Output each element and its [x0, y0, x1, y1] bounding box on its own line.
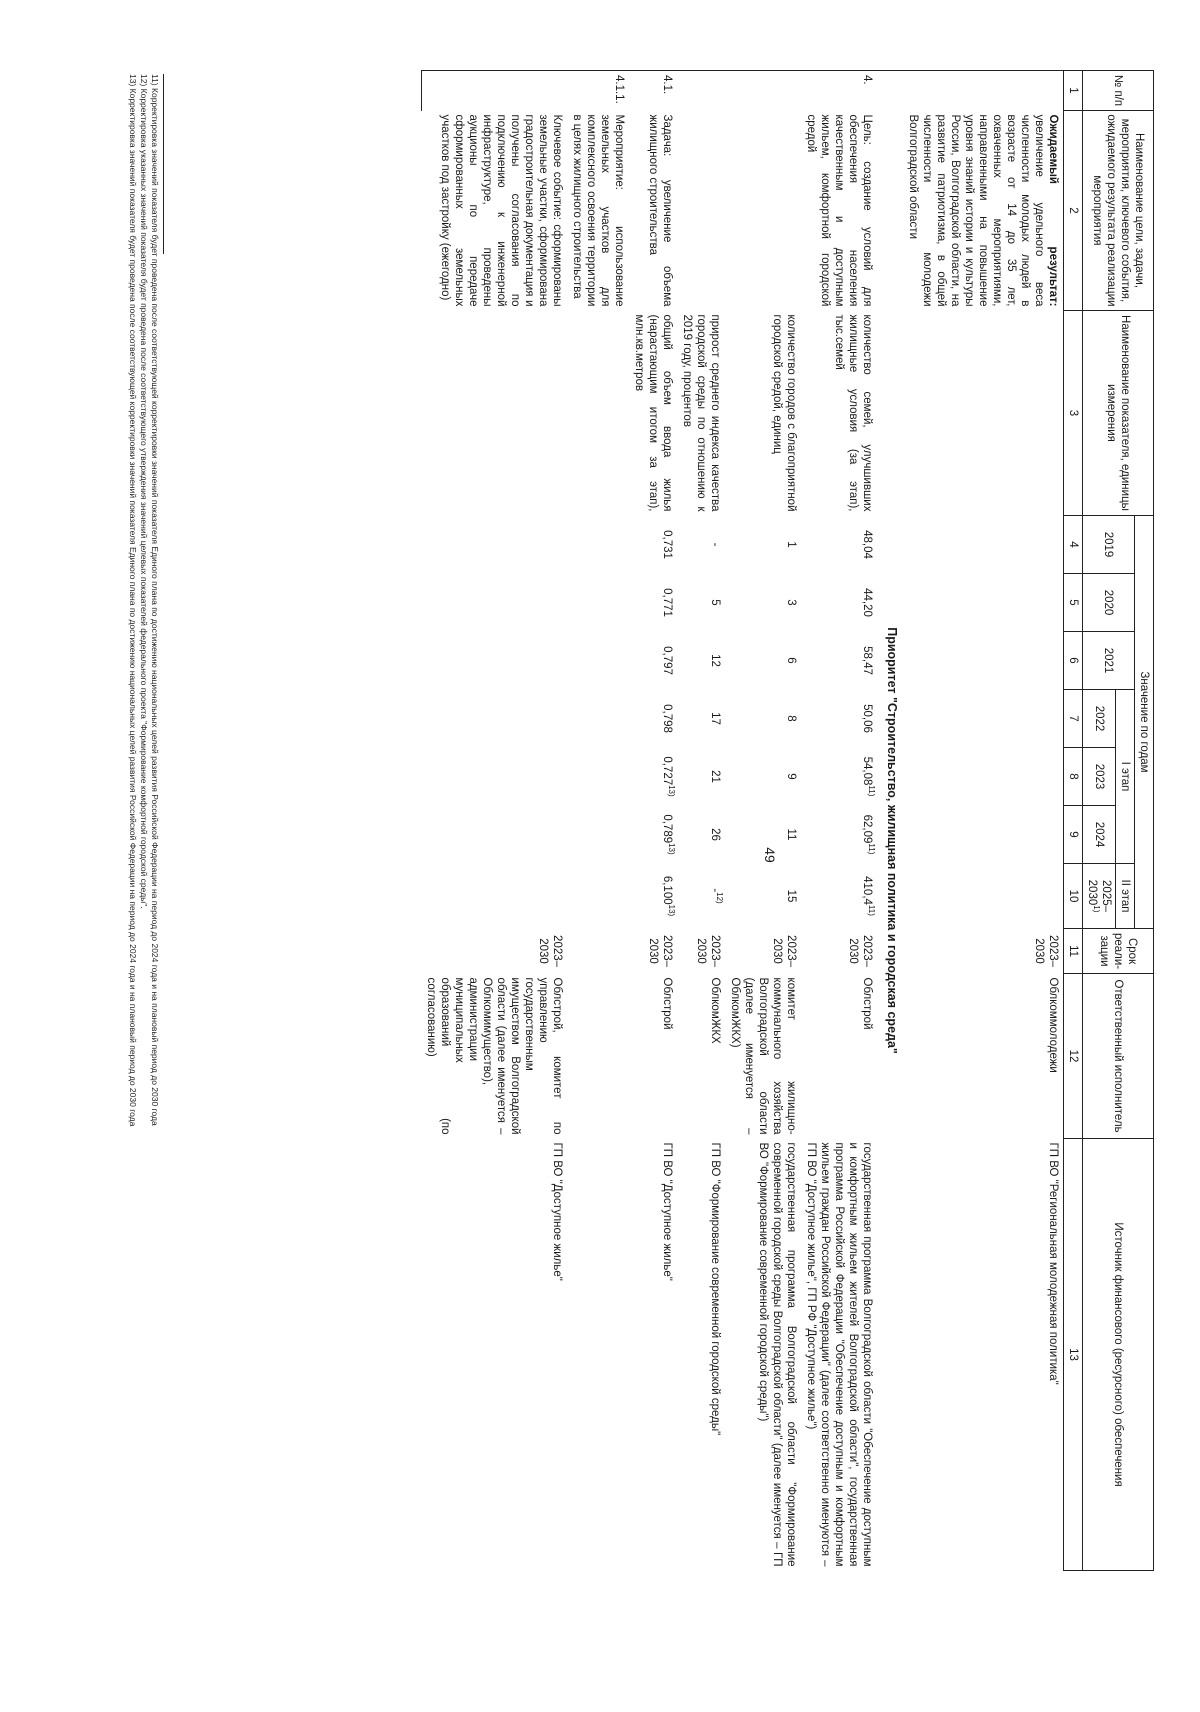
priority-row — [878, 71, 903, 1571]
table-row — [725, 71, 801, 1571]
table-row — [629, 71, 677, 1571]
value-2024 — [801, 806, 877, 864]
footnote-ref: 1) — [1091, 905, 1101, 913]
header-name: Наименование цели, задачи, мероприятия, ключевого события, ожидаемого результата реализации мероприятия — [1082, 111, 1153, 311]
cell-empty — [421, 632, 567, 690]
cell-empty — [567, 632, 629, 690]
header-2022: 2022 — [1082, 690, 1115, 748]
footnote-ref: 13) — [667, 904, 677, 917]
value-2019: 0,731 — [661, 530, 674, 559]
cell-empty — [903, 311, 1064, 516]
footnote-ref: 13) — [667, 843, 677, 855]
cell-empty — [567, 516, 629, 574]
expected-result-lead: Ожидаемый результат: — [1046, 114, 1059, 307]
task-cell: Задача: увеличение объема жилищного строительства — [647, 114, 674, 307]
footnote-12: 12) Корректировка указанных значений показателя будет проведена после соответствующего утверждения значений целевых показателей федерального проекта "Формирование комфортной городской среды". — [138, 74, 149, 909]
cell-empty — [567, 574, 629, 632]
col-num-3: 3 — [1063, 311, 1082, 516]
cell-num — [725, 71, 801, 111]
cell-num — [903, 71, 1064, 111]
value-2024-text: 0,789 — [661, 814, 674, 844]
value-stage2: 15 — [785, 889, 798, 903]
value-2022: 0,798 — [661, 704, 674, 733]
source-cell: ГП ВО "Формирование современной городской среды" — [709, 1142, 722, 1436]
value-2019: 48,04 — [861, 530, 874, 559]
source-cell: ГП ВО "Доступное жилье" — [661, 1142, 674, 1281]
value-2021: 0,797 — [661, 646, 674, 675]
indicator-cell: количество городов с благоприятной городской средой, единиц — [771, 314, 798, 512]
cell-empty — [567, 929, 629, 974]
indicator-cell: прирост среднего индекса качества городской среды по отношению к 2019 году, процентов — [681, 314, 722, 512]
cell-num — [677, 71, 725, 111]
cell-empty — [567, 1139, 629, 1571]
cell-empty — [903, 632, 1064, 690]
term-cell: 2023–2030 — [537, 935, 564, 968]
value-2024: 11 — [785, 828, 798, 841]
value-2022: 8 — [785, 715, 798, 722]
value-2022: 17 — [709, 712, 722, 725]
header-2025-2030 — [1082, 864, 1115, 929]
table-row — [903, 71, 1064, 1571]
col-num-9: 9 — [1063, 806, 1082, 864]
table-row — [677, 71, 725, 1571]
header-2024: 2024 — [1082, 806, 1115, 864]
value-2019: - — [709, 542, 722, 547]
value-2023: 9 — [785, 773, 798, 780]
value-2021: 6 — [785, 657, 798, 664]
term-cell: 2023–2030 — [695, 935, 722, 968]
page-number: 49 — [762, 847, 778, 863]
goal-cell: Цель: создание условий для обеспечения населения качественным и доступным жильем, комфортной городской средой — [805, 114, 874, 307]
value-2023-text: 54,08 — [861, 756, 874, 786]
table-row — [801, 71, 877, 1571]
program-table — [421, 70, 1154, 1571]
source-cell: государственная программа Волгоградской области "Обеспечение доступным и комфортным жильем жителей Волгоградской области", государственная программа Российской Федерации "Обеспечение доступным и комфортным жильем граждан Российской Федерации" (далее соответственно именуются – ГП ВО "Доступное жилье", ГП РФ "Доступное жилье") — [805, 1142, 874, 1567]
value-2022: 50,06 — [861, 704, 874, 733]
cell-empty — [567, 806, 629, 864]
rotated-page-content — [114, 70, 1154, 1570]
header-2025-2030-text: 2025–2030 — [1085, 879, 1112, 913]
value-2023 — [629, 748, 677, 806]
value-2023: 21 — [709, 770, 722, 783]
cell-empty — [421, 516, 567, 574]
value-stage2 — [801, 864, 877, 929]
cell-empty — [903, 864, 1064, 929]
col-num-4: 4 — [1063, 516, 1082, 574]
cell-empty — [421, 690, 567, 748]
cell-empty — [421, 748, 567, 806]
header-stage2: II этап — [1115, 864, 1134, 929]
col-num-2: 2 — [1063, 111, 1082, 311]
value-stage2 — [629, 864, 677, 929]
expected-result-text: увеличение удельного веса численности молодых людей в возрасте от 14 до 35 лет, охваченных мероприятиями, направленными на повышение уровня знаний истории и культуры России, Волгоградской области, на развитие патриотизма, в общей численности молодежи Волгоградской области — [906, 114, 1045, 307]
header-2023: 2023 — [1082, 748, 1115, 806]
cell-empty — [421, 311, 567, 516]
col-num-10: 10 — [1063, 864, 1082, 929]
source-cell: ГП ВО "Региональная молодежная политика" — [1046, 1142, 1059, 1385]
priority-title: Приоритет "Строительство, жилищная политика и городская среда" — [884, 627, 899, 1054]
value-2023 — [801, 748, 877, 806]
header-2021: 2021 — [1082, 632, 1134, 690]
col-num-13: 13 — [1063, 1139, 1082, 1571]
value-2020: 3 — [785, 599, 798, 606]
cell-empty — [903, 690, 1064, 748]
cell-empty — [903, 806, 1064, 864]
col-num-6: 6 — [1063, 632, 1082, 690]
cell-empty — [567, 974, 629, 1139]
footnote-divider — [163, 74, 164, 254]
value-stage2-text: 6,100 — [661, 875, 674, 905]
cell-empty — [567, 690, 629, 748]
col-num-12: 12 — [1063, 974, 1082, 1139]
header-num: № п/п — [1082, 71, 1153, 111]
footnote-13: 13) Корректировка значений показателя будет проведена после соответствующей корректировки значений показателя Единого плана по достижению национальных целей развития Российской Федерации на период до 2024 года и на плановый период до 2030 года — [127, 74, 138, 1127]
responsible-cell: Облстрой — [861, 977, 874, 1030]
term-cell: 2023–2030 — [771, 935, 798, 968]
header-stage1: I этап — [1115, 690, 1134, 864]
col-num-1: 1 — [1063, 71, 1082, 111]
value-2021: 12 — [709, 654, 722, 667]
cell-num — [878, 71, 903, 111]
cell-empty — [677, 111, 725, 311]
cell-empty — [903, 748, 1064, 806]
cell-empty — [567, 311, 629, 516]
footnote-ref: 11) — [867, 785, 877, 797]
value-2023-text: 0,727 — [661, 756, 674, 786]
footnote-ref: 11) — [867, 904, 877, 916]
cell-empty — [421, 864, 567, 929]
activity-cell: Мероприятие: использование земельных участков для комплексного освоения территории в целях жилищного строительства — [571, 114, 626, 307]
key-event-cell: Ключевое событие: сформированы земельные участки, сформирована градостроительная документация и получены согласования по подключению к инженерной инфраструктуре, проведены аукционы по передаче сформированных земельных участков под застройку (ежегодно) — [439, 114, 564, 307]
responsible-cell: Облстрой, комитет по управлению государственным имуществом Волгоградской области (далее именуется – Облкомимущество), администрации муниципальных образований (по согласованию) — [425, 977, 564, 1135]
cell-empty — [567, 864, 629, 929]
responsible-cell: ОблкомЖКХ — [709, 977, 722, 1044]
responsible-cell: Облстрой — [661, 977, 674, 1030]
source-cell: ГП ВО "Доступное жилье" — [551, 1142, 564, 1281]
source-cell: государственная программа Волгоградской области "Формирование современной городской среды Волгоградской области" (далее именуется – ГП ВО "Формирование современной городской среды") — [757, 1142, 798, 1567]
value-2021: 58,47 — [861, 646, 874, 675]
col-num-7: 7 — [1063, 690, 1082, 748]
value-2024: 26 — [709, 828, 722, 841]
footnote-ref: 11) — [867, 843, 877, 855]
indicator-cell: общий объем ввода жилья (нарастающим итогом за этап), млн.кв.метров — [633, 314, 674, 512]
indicator-cell: количество семей, улучшивших жилищные условия (за этап), тыс.семей — [833, 314, 874, 512]
footnotes — [127, 74, 164, 1564]
row-number: 4. — [801, 71, 877, 111]
cell-empty — [567, 748, 629, 806]
header-2020: 2020 — [1082, 574, 1134, 632]
value-2020: 44,20 — [861, 588, 874, 617]
cell-empty — [421, 806, 567, 864]
value-2024-text: 62,09 — [861, 814, 874, 844]
header-2019: 2019 — [1082, 516, 1134, 574]
row-number: 4.1. — [629, 71, 677, 111]
footnote-ref: 12) — [715, 892, 725, 904]
col-num-11: 11 — [1063, 929, 1082, 974]
table-header — [1063, 71, 1153, 1571]
value-stage2-text: 410,4 — [861, 876, 874, 905]
row-number: 4.1.1. — [567, 71, 629, 111]
responsible-cell: Облкоммолодежи — [1046, 977, 1059, 1073]
header-responsible: Ответственный исполнитель — [1082, 974, 1153, 1139]
value-stage2 — [677, 864, 725, 929]
cell-num — [421, 71, 567, 111]
responsible-cell: комитет жилищно-коммунального хозяйства Волгоградской области (далее именуется – ОблкомЖКХ) — [729, 977, 798, 1135]
header-term: Срок реали-зации — [1082, 929, 1153, 974]
value-2020: 0,771 — [661, 588, 674, 617]
cell-empty — [725, 111, 801, 311]
value-2019: 1 — [785, 541, 798, 548]
cell-empty — [903, 516, 1064, 574]
header-source: Источник финансового (ресурсного) обеспечения — [1082, 1139, 1153, 1571]
col-num-5: 5 — [1063, 574, 1082, 632]
table-row — [567, 71, 629, 1571]
value-stage2-text: - — [709, 888, 722, 893]
term-cell: 2023–2030 — [847, 935, 874, 968]
term-cell: 2023–2030 — [1032, 935, 1059, 968]
cell-empty — [903, 574, 1064, 632]
table-row — [421, 71, 567, 1571]
expected-result-cell — [903, 111, 1064, 311]
cell-empty — [421, 574, 567, 632]
col-num-8: 8 — [1063, 748, 1082, 806]
term-cell: 2023–2030 — [647, 935, 674, 968]
header-indicator: Наименование показателя, единицы измерения — [1082, 311, 1153, 516]
value-2024 — [629, 806, 677, 864]
footnote-11: 11) Корректировка значений показателя будет проведена после соответствующей корректировки значений показателя Единого плана по достижению национальных целей развития Российской Федерации на период до 2024 года и на плановый период до 2030 года — [150, 74, 160, 1126]
value-2020: 5 — [709, 599, 722, 606]
column-numbers-row — [1063, 71, 1082, 1571]
header-values-by-year: Значение по годам — [1134, 516, 1153, 929]
footnote-ref: 13) — [667, 785, 677, 797]
